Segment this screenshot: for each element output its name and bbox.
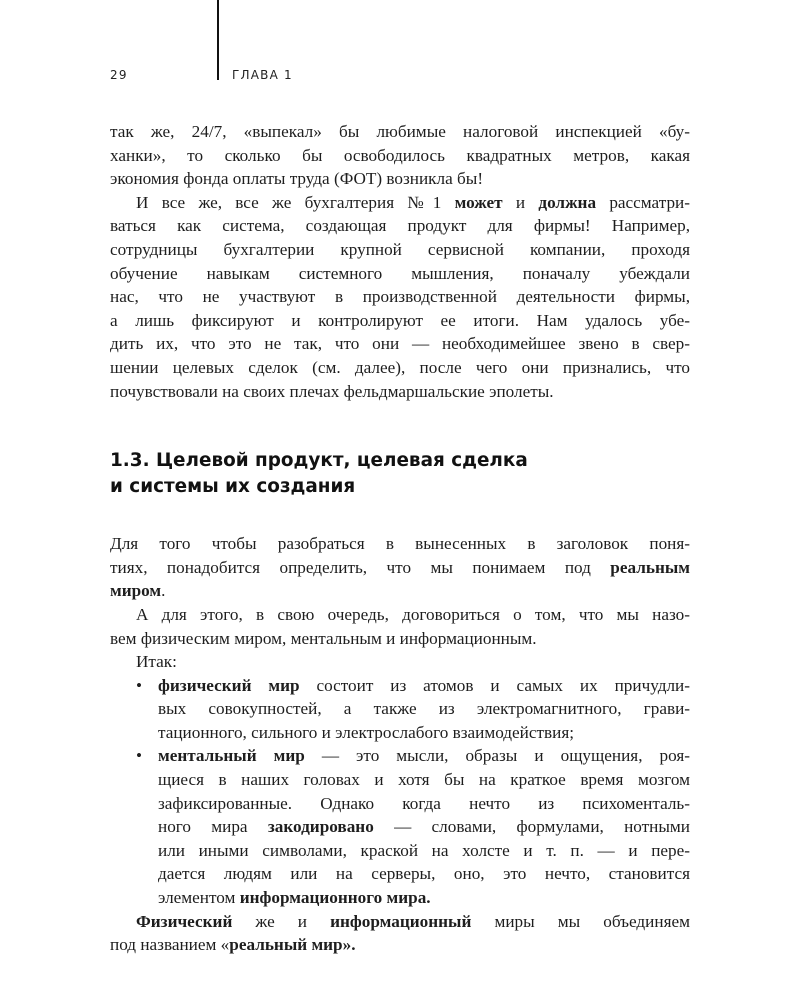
text-line: ханки», то сколько бы освободилось квадратных метров, какая [110, 145, 690, 165]
text-line: ваться как система, создающая продукт для фирмы! Например, [110, 216, 690, 236]
text-line: сотрудницы бухгалтерии крупной сервисной компании, проходя [110, 239, 690, 259]
text-line: а лишь фиксируют и контролируют ее итоги. Нам удалось убе- [110, 310, 690, 330]
text-line: вых совокупностей, а также из электромагнитного, грави- [158, 699, 690, 719]
section-heading-line: 1.3. Целевой продукт, целевая сделка [110, 450, 528, 472]
text-line: тационного, сильного и электрослабого взаимодействия; [158, 722, 575, 742]
text-line: шении целевых сделок (см. далее), после чего они признались, что [110, 357, 690, 377]
section-heading [110, 448, 690, 500]
definition-list [110, 674, 690, 910]
text-line: экономия фонда оплаты труда (ФОТ) возникла бы! [110, 169, 484, 189]
text-line: ментальный мир — это мысли, образы и ощущения, роя- [158, 746, 690, 766]
text-line: Для того чтобы разобраться в вынесенных в заголовок поня- [110, 534, 690, 554]
text-line: тиях, понадобится определить, что мы понимаем под реальным [110, 557, 690, 577]
text-line: физический мир состоит из атомов и самых их причудли- [158, 675, 690, 695]
text-line: обучение навыкам системного мышления, поначалу убеждали [110, 263, 690, 283]
text-line: или иными символами, краской на холсте и т. п. — и пере- [158, 840, 690, 860]
text-line: ного мира закодировано — словами, формулами, нотными [158, 817, 690, 837]
text-line: А для этого, в свою очередь, договориться о том, что мы назо- [136, 604, 690, 624]
section-heading-line: и системы их создания [110, 476, 356, 498]
text-line: зафиксированные. Однако когда нечто из психоменталь- [158, 793, 690, 813]
bullet-icon: • [136, 746, 143, 766]
text-line: И все же, все же бухгалтерия №1 может и должна рассматри- [136, 192, 690, 212]
text-line: Итак: [136, 652, 177, 672]
text-line: нас, что не участвуют в производственной деятельности фирмы, [110, 287, 690, 307]
text-line: миром. [110, 581, 166, 601]
chapter-title: ГЛАВА 1 [232, 68, 293, 82]
header-divider [217, 0, 219, 80]
text-line: Физический же и информационный миры мы объединяем [136, 911, 690, 931]
text-line: под названием «реальный мир». [110, 935, 356, 955]
list-item-physical-world [110, 674, 690, 745]
text-line: так же, 24/7, «выпекал» бы любимые налоговой инспекцией «бу- [110, 122, 690, 141]
text-line: вем физическим миром, ментальным и информационным. [110, 628, 537, 648]
text-line: щиеся в наших головах и хотя бы на краткое время мозгом [158, 770, 690, 790]
page-number: 29 [110, 68, 128, 82]
paragraph-1 [110, 120, 690, 191]
paragraph-6 [110, 910, 690, 957]
paragraph-3 [110, 532, 690, 603]
text-line: дить их, что это не так, что они — необходимейшее звено в свер- [110, 334, 690, 354]
paragraph-2 [110, 191, 690, 403]
text-line: элементом информационного мира. [158, 888, 431, 908]
list-item-mental-world [110, 744, 690, 909]
text-line: дается людям или на серверы, оно, это нечто, становится [158, 864, 690, 884]
bullet-icon: • [136, 675, 143, 695]
paragraph-5 [110, 650, 690, 674]
paragraph-4 [110, 603, 690, 650]
text-line: почувствовали на своих плечах фельдмаршальские эполеты. [110, 381, 554, 401]
page-body [110, 120, 690, 957]
